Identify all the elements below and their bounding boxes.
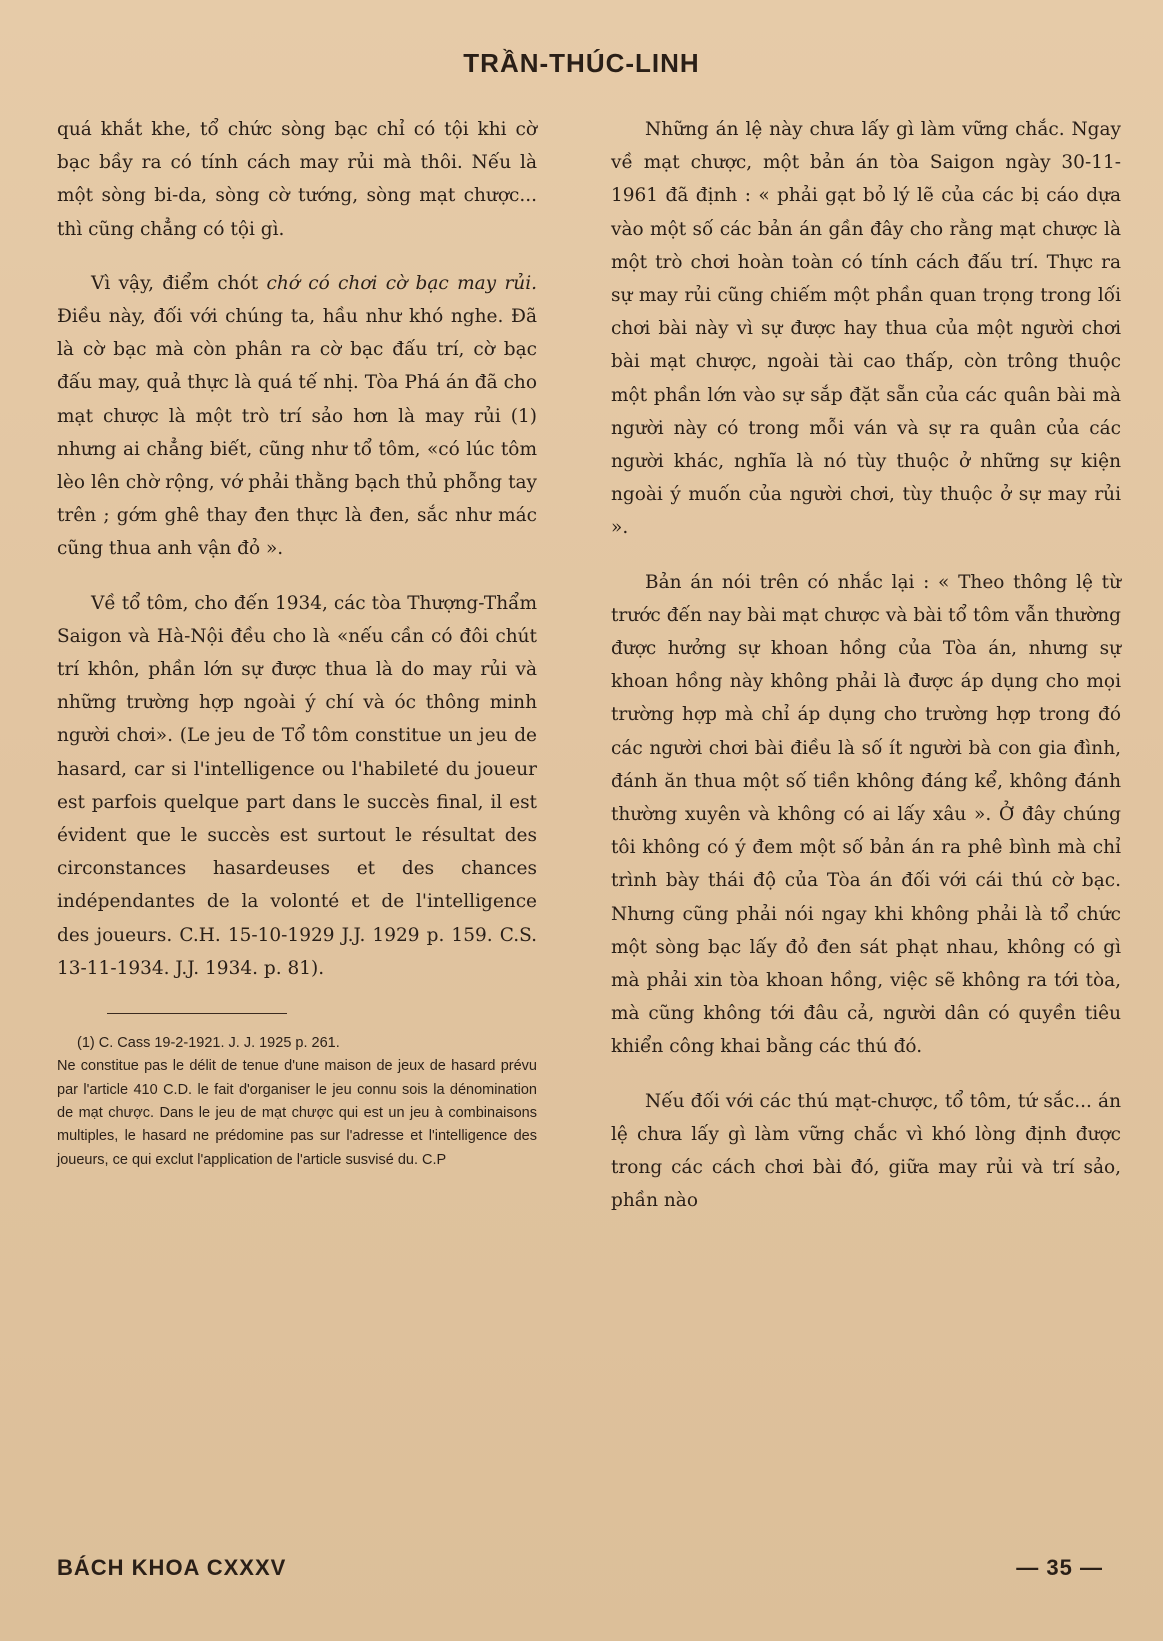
left-column xyxy=(57,113,537,1172)
left-paragraph-2-rest: Điều này, đối với chúng ta, hầu như khó nghe. Đã là cờ bạc mà còn phân ra cờ bạc đấu trí, cờ bạc đấu may, quả thực là quá tế nhị. Tòa Phá án đã cho mạt chược là một trò trí sảo hơn là may rủi (1) nhưng ai chẳng biết, cũng như tổ tôm, «có lúc tôm lèo lên chờ rộng, vớ phải thằng bạch thủ phỗng tay trên ; gớm ghê thay đen thực là đen, sắc như mác cũng thua anh vận đỏ ». xyxy=(57,306,537,560)
right-paragraph-1: Những án lệ này chưa lấy gì làm vững chắc. Ngay về mạt chược, một bản án tòa Saigon ngày 30-11-1961 đã định : « phải gạt bỏ lý lẽ của các bị cáo dựa vào một số các bản án gần đây cho rằng mạt chược là một trò chơi hoàn toàn có tính cách đấu trí. Thực ra sự may rủi cũng chiếm một phần quan trọng trong lối chơi bài này vì sự được hay thua của một người chơi bài mạt chược, ngoài tài cao thấp, còn trông thuộc một phần lớn vào sự sắp đặt sẵn của các quân bài mà người này có trong mỗi ván và sự ra quân của các người khác, nghĩa là nó tùy thuộc ở những sự kiện ngoài ý muốn của người chơi, tùy thuộc ở sự may rủi ». xyxy=(611,119,1121,539)
footnote-divider xyxy=(107,1013,287,1014)
footnote-citation: (1) C. Cass 19-2-1921. J. J. 1925 p. 261. xyxy=(77,1035,340,1052)
right-paragraph-3: Nếu đối với các thú mạt-chược, tổ tôm, tứ sắc... án lệ chưa lấy gì làm vững chắc vì khó lòng định được trong các cách chơi bài đó, giữa may rủi và trí sảo, phần nào xyxy=(611,1090,1121,1212)
running-header: TRẦN-THÚC-LINH xyxy=(463,48,700,78)
left-paragraph-2-emphasis: chớ có chơi cờ bạc may rủi. xyxy=(266,272,538,294)
left-paragraph-2 xyxy=(57,267,537,566)
left-paragraph-3: Về tổ tôm, cho đến 1934, các tòa Thượng-Thẩm Saigon và Hà-Nội đều cho là «nếu cần có đôi chút trí khôn, phần lớn sự được thua là do may rủi và những trường hợp ngoài ý chí và óc thông minh người chơi». (Le jeu de Tổ tôm constitue un jeu de hasard, car si l'intelligence ou l'habileté du joueur est parfois quelque part dans le succès final, il est évident que le succès est surtout le résultat des circonstances hasardeuses et des chances indépendantes de la volonté et de l'intelligence des joueurs. C.H. 15-10-1929 J.J. 1929 p. 159. C.S. 13-11-1934. J.J. 1934. p. 81). xyxy=(57,592,537,979)
right-column xyxy=(611,113,1121,1239)
right-paragraph-2: Bản án nói trên có nhắc lại : « Theo thông lệ từ trước đến nay bài mạt chược và bài tổ tôm vẫn thường được hưởng sự khoan hồng của Tòa án, nhưng sự khoan hồng này không phải là được áp dụng cho mọi trường hợp mà chỉ áp dụng cho trường hợp trong đó các người chơi bài điều là số ít người bà con gia đình, đánh ăn thua một số tiền không đáng kể, không đánh thường xuyên và không có ai lấy xâu ». Ở đây chúng tôi không có ý đem một số bản án ra phê bình mà chỉ trình bày thái độ của Tòa án đối với cái thú cờ bạc. Nhưng cũng phải nói ngay khi không phải là tổ chức một sòng bạc lấy đỏ đen sát phạt nhau, không có gì mà phải xin tòa khoan hồng, việc sẽ không ra tới tòa, mà cũng không tới đâu cả, người dân có quyền tiêu khiển công khai bằng các thú đó. xyxy=(611,571,1121,1058)
page-number: — 35 — xyxy=(1016,1555,1103,1580)
footnote-text: Ne constitue pas le délit de tenue d'une maison de jeux de hasard prévu par l'article 410 C.D. le fait d'organiser le jeu connu sois la dénomination de mạt chược. Dans le jeu de mạt chược qui est un jeu à combinaisons multiples, le hasard ne prédomine pas sur l'adresse et l'intelligence des joueurs, ce qui exclut l'application de l'article susvisé du. C.P xyxy=(57,1058,537,1168)
left-paragraph-2-start: Vì vậy, điểm chót xyxy=(91,272,267,294)
left-paragraph-1: quá khắt khe, tổ chức sòng bạc chỉ có tội khi cờ bạc bầy ra có tính cách may rủi mà thôi. Nếu là một sòng bi-da, sòng cờ tướng, sòng mạt chược... thì cũng chẳng có tội gì. xyxy=(57,119,537,240)
footnote xyxy=(57,1032,537,1172)
magazine-footer: BÁCH KHOA CXXXV xyxy=(57,1555,287,1580)
